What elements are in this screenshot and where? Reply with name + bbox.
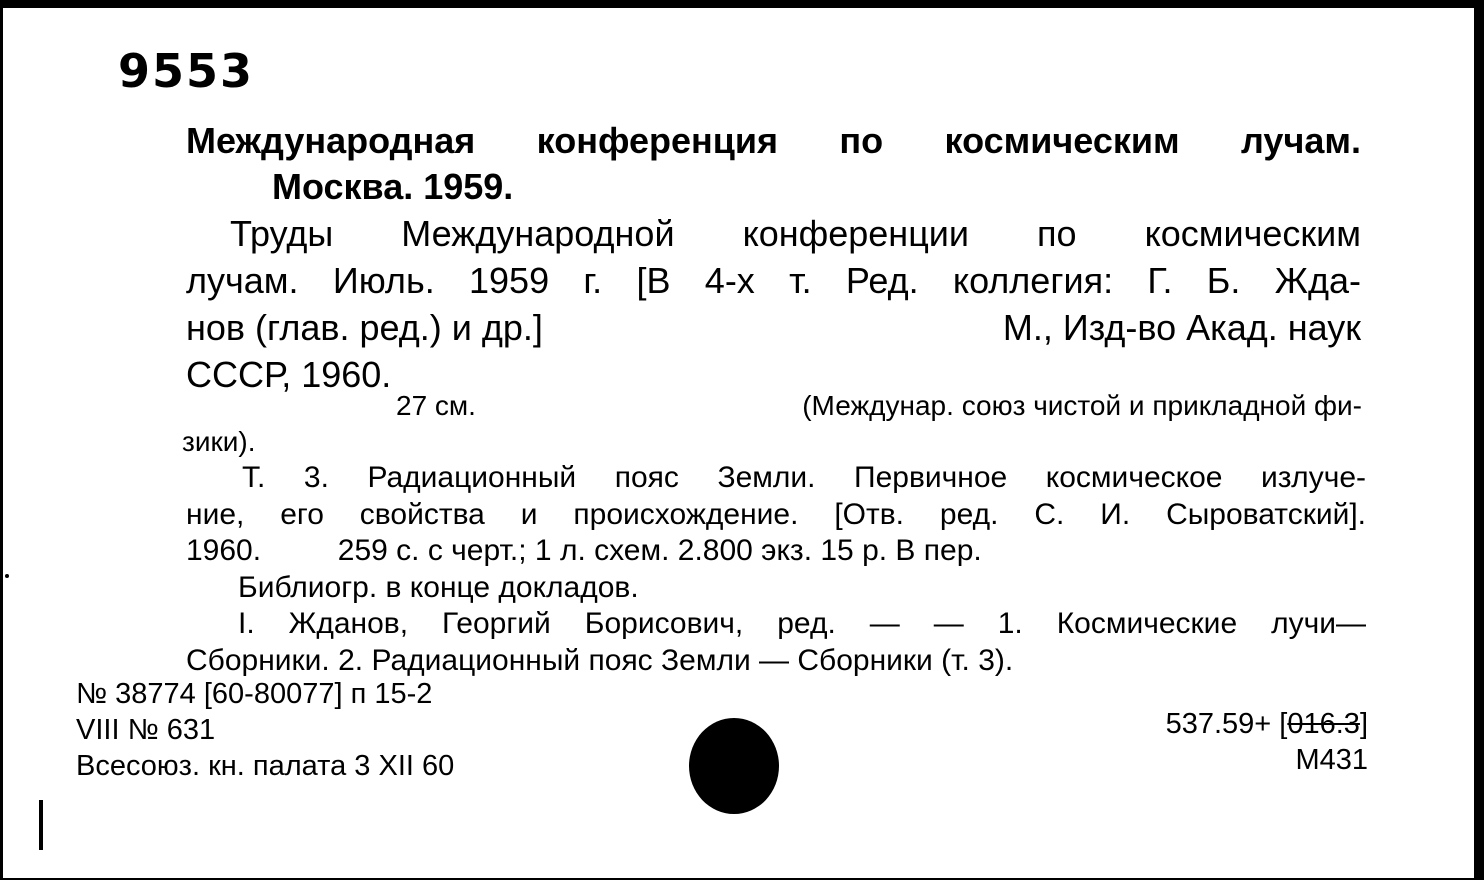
punch-hole [689,718,779,814]
volume-line-6: Сборники. 2. Радиационный пояс Земли — Сборники (т. 3). [186,643,1014,677]
footer-left [76,676,454,784]
body-line-3-left: нов (глав. ред.) и др.] [186,307,543,348]
footer-left-line-2: VIII № 631 [76,714,216,746]
body-line-1: Труды Международной конференции по космическим [230,213,1361,254]
volume-line-2: ние, его свойства и происхождение. [Отв. ред. С. И. Сыроватский]. [186,497,1366,531]
margin-mark [39,800,43,850]
footer-left-line-3: Всесоюз. кн. палата 3 XII 60 [76,750,455,782]
volume-year: 1960. [186,534,262,567]
volume-description [186,460,1366,679]
title-description [186,210,1361,398]
card-number: 9553 [118,44,255,98]
classification-struck: 016.3 [1287,708,1360,740]
card-border-left [0,0,3,880]
card-border-top [0,0,1484,8]
catalog-heading [186,118,1361,210]
series-text: (Междунар. союз чистой и прикладной фи- [802,390,1362,421]
author-mark: М431 [1295,744,1368,776]
heading-line-1: Международная конференция по космическим лучам. [186,120,1361,161]
volume-line-5: I. Жданов, Георгий Борисович, ред. — — 1. Космические лучи— [238,607,1366,640]
footer-right [1166,706,1368,778]
volume-line-3 [186,533,1366,570]
body-line-4: СССР, 1960. [186,354,392,395]
classification-main: 537.59+ [ [1165,708,1288,740]
volume-line-1: Т. 3. Радиационный пояс Земли. Первичное космическое излуче- [242,461,1366,494]
footer-left-line-1: № 38774 [60-80077] п 15-2 [76,678,433,710]
volume-pagination: 259 с. с черт.; 1 л. схем. 2.800 экз. 15 р. В пер. [337,534,982,567]
body-line-3 [186,304,1361,351]
series-note [182,388,1362,460]
volume-line-4: Библиогр. в конце докладов. [238,570,639,604]
margin-dot [5,574,9,578]
body-line-2: лучам. Июль. 1959 г. [В 4-х т. Ред. коллегия: Г. Б. Жда- [186,260,1361,301]
card-border-right [1474,0,1484,880]
classification-end: ] [1359,708,1368,740]
series-line-1 [182,388,1362,424]
heading-line-2: Москва. 1959. [272,166,514,207]
size-text: 27 см. [396,390,476,421]
series-line-2: зики). [182,426,256,457]
body-line-3-right: М., Изд-во Акад. наук [1002,307,1361,348]
classification-code [1166,706,1368,742]
